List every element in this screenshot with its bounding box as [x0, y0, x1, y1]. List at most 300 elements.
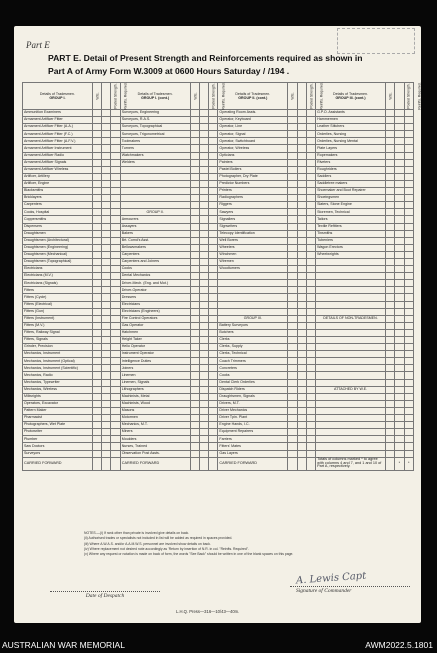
entry-cell[interactable]	[190, 266, 199, 273]
entry-cell[interactable]	[102, 358, 111, 365]
entry-cell[interactable]	[404, 117, 413, 124]
entry-cell[interactable]	[209, 223, 218, 230]
entry-cell[interactable]	[92, 166, 101, 173]
entry-cell[interactable]	[297, 443, 306, 450]
entry-cell[interactable]	[385, 322, 394, 329]
entry-cell[interactable]	[92, 407, 101, 414]
entry-cell[interactable]	[395, 188, 404, 195]
entry-cell[interactable]	[288, 195, 297, 202]
entry-cell[interactable]	[209, 422, 218, 429]
entry-cell[interactable]	[102, 258, 111, 265]
entry-cell[interactable]	[209, 209, 218, 216]
entry-cell[interactable]	[404, 216, 413, 223]
entry-cell[interactable]	[111, 202, 120, 209]
entry-cell[interactable]	[199, 365, 208, 372]
entry-cell[interactable]	[199, 216, 208, 223]
entry-cell[interactable]	[395, 372, 404, 379]
entry-cell[interactable]	[199, 443, 208, 450]
entry-cell[interactable]	[199, 422, 208, 429]
entry-cell[interactable]	[111, 244, 120, 251]
entry-cell[interactable]	[385, 230, 394, 237]
entry-cell[interactable]	[102, 393, 111, 400]
entry-cell[interactable]	[306, 372, 315, 379]
entry-cell[interactable]	[209, 443, 218, 450]
entry-cell[interactable]	[209, 415, 218, 422]
entry-cell[interactable]	[102, 273, 111, 280]
entry-cell[interactable]	[306, 379, 315, 386]
entry-cell[interactable]	[297, 308, 306, 315]
entry-cell[interactable]	[199, 280, 208, 287]
entry-cell[interactable]	[288, 422, 297, 429]
entry-cell[interactable]	[385, 393, 394, 400]
entry-cell[interactable]	[288, 138, 297, 145]
entry-cell[interactable]	[385, 223, 394, 230]
entry-cell[interactable]	[306, 159, 315, 166]
entry-cell[interactable]	[306, 173, 315, 180]
entry-cell[interactable]	[209, 266, 218, 273]
entry-cell[interactable]	[190, 145, 199, 152]
entry-cell[interactable]	[306, 443, 315, 450]
entry-cell[interactable]	[297, 344, 306, 351]
entry-cell[interactable]	[209, 152, 218, 159]
entry-cell[interactable]	[306, 436, 315, 443]
entry-cell[interactable]	[92, 195, 101, 202]
entry-cell[interactable]	[190, 329, 199, 336]
entry-cell[interactable]	[199, 110, 208, 117]
entry-cell[interactable]	[297, 159, 306, 166]
entry-cell[interactable]	[199, 117, 208, 124]
entry-cell[interactable]	[404, 429, 413, 436]
entry-cell[interactable]	[92, 244, 101, 251]
entry-cell[interactable]	[199, 372, 208, 379]
entry-cell[interactable]	[306, 273, 315, 280]
entry-cell[interactable]	[92, 258, 101, 265]
entry-cell[interactable]	[190, 294, 199, 301]
entry-cell[interactable]	[404, 287, 413, 294]
entry-cell[interactable]	[190, 202, 199, 209]
entry-cell[interactable]	[404, 124, 413, 131]
entry-cell[interactable]	[385, 180, 394, 187]
entry-cell[interactable]	[288, 358, 297, 365]
entry-cell[interactable]	[92, 202, 101, 209]
entry-cell[interactable]	[102, 457, 111, 470]
entry-cell[interactable]	[288, 159, 297, 166]
entry-cell[interactable]	[395, 117, 404, 124]
entry-cell[interactable]	[102, 301, 111, 308]
entry-cell[interactable]	[297, 188, 306, 195]
entry-cell[interactable]	[395, 230, 404, 237]
entry-cell[interactable]	[199, 273, 208, 280]
entry-cell[interactable]	[306, 337, 315, 344]
entry-cell[interactable]	[111, 351, 120, 358]
entry-cell[interactable]	[385, 351, 394, 358]
entry-cell[interactable]	[297, 180, 306, 187]
entry-cell[interactable]	[102, 386, 111, 393]
entry-cell[interactable]	[306, 422, 315, 429]
entry-cell[interactable]	[395, 258, 404, 265]
entry-cell[interactable]	[395, 351, 404, 358]
entry-cell[interactable]	[306, 244, 315, 251]
entry-cell[interactable]	[288, 308, 297, 315]
entry-cell[interactable]	[190, 166, 199, 173]
entry-cell[interactable]	[190, 195, 199, 202]
entry-cell[interactable]	[306, 450, 315, 457]
entry-cell[interactable]	[190, 443, 199, 450]
entry-cell[interactable]	[297, 287, 306, 294]
entry-cell[interactable]	[111, 436, 120, 443]
entry-cell[interactable]	[190, 117, 199, 124]
entry-cell[interactable]	[111, 280, 120, 287]
entry-cell[interactable]	[404, 251, 413, 258]
entry-cell[interactable]	[92, 117, 101, 124]
entry-cell[interactable]	[395, 301, 404, 308]
entry-cell[interactable]	[199, 329, 208, 336]
entry-cell[interactable]	[288, 131, 297, 138]
entry-cell[interactable]	[190, 400, 199, 407]
entry-cell[interactable]	[404, 244, 413, 251]
entry-cell[interactable]	[102, 237, 111, 244]
entry-cell[interactable]	[288, 351, 297, 358]
entry-cell[interactable]	[209, 166, 218, 173]
entry-cell[interactable]	[404, 237, 413, 244]
entry-cell[interactable]	[199, 436, 208, 443]
totals-mark[interactable]: *	[395, 457, 404, 470]
entry-cell[interactable]	[395, 322, 404, 329]
entry-cell[interactable]	[111, 131, 120, 138]
entry-cell[interactable]	[92, 223, 101, 230]
entry-cell[interactable]	[92, 322, 101, 329]
entry-cell[interactable]	[111, 216, 120, 223]
entry-cell[interactable]	[92, 280, 101, 287]
entry-cell[interactable]	[102, 308, 111, 315]
entry-cell[interactable]	[288, 237, 297, 244]
entry-cell[interactable]	[385, 244, 394, 251]
entry-cell[interactable]	[404, 280, 413, 287]
entry-cell[interactable]	[385, 344, 394, 351]
entry-cell[interactable]	[404, 358, 413, 365]
entry-cell[interactable]	[395, 344, 404, 351]
entry-cell[interactable]	[297, 450, 306, 457]
entry-cell[interactable]	[297, 273, 306, 280]
entry-cell[interactable]	[111, 287, 120, 294]
entry-cell[interactable]	[111, 117, 120, 124]
entry-cell[interactable]	[297, 351, 306, 358]
entry-cell[interactable]	[385, 436, 394, 443]
entry-cell[interactable]	[395, 131, 404, 138]
entry-cell[interactable]	[395, 365, 404, 372]
entry-cell[interactable]	[111, 237, 120, 244]
entry-cell[interactable]	[199, 287, 208, 294]
entry-cell[interactable]	[209, 173, 218, 180]
entry-cell[interactable]	[199, 188, 208, 195]
entry-cell[interactable]	[288, 145, 297, 152]
entry-cell[interactable]	[111, 195, 120, 202]
entry-cell[interactable]	[111, 457, 120, 470]
entry-cell[interactable]	[306, 393, 315, 400]
entry-cell[interactable]	[209, 145, 218, 152]
entry-cell[interactable]	[102, 436, 111, 443]
entry-cell[interactable]	[385, 386, 394, 393]
entry-cell[interactable]	[395, 443, 404, 450]
entry-cell[interactable]	[190, 429, 199, 436]
entry-cell[interactable]	[404, 337, 413, 344]
entry-cell[interactable]	[297, 230, 306, 237]
entry-cell[interactable]	[306, 209, 315, 216]
entry-cell[interactable]	[297, 138, 306, 145]
entry-cell[interactable]	[92, 379, 101, 386]
entry-cell[interactable]	[404, 131, 413, 138]
entry-cell[interactable]	[288, 244, 297, 251]
entry-cell[interactable]	[209, 457, 218, 470]
entry-cell[interactable]	[102, 110, 111, 117]
entry-cell[interactable]	[395, 152, 404, 159]
entry-cell[interactable]	[199, 251, 208, 258]
entry-cell[interactable]	[102, 159, 111, 166]
entry-cell[interactable]	[306, 308, 315, 315]
entry-cell[interactable]	[199, 173, 208, 180]
entry-cell[interactable]	[395, 287, 404, 294]
entry-cell[interactable]	[102, 280, 111, 287]
entry-cell[interactable]	[395, 251, 404, 258]
entry-cell[interactable]	[297, 365, 306, 372]
entry-cell[interactable]	[404, 301, 413, 308]
entry-cell[interactable]	[288, 407, 297, 414]
entry-cell[interactable]	[404, 322, 413, 329]
entry-cell[interactable]	[297, 195, 306, 202]
entry-cell[interactable]	[209, 407, 218, 414]
entry-cell[interactable]	[209, 237, 218, 244]
entry-cell[interactable]	[111, 223, 120, 230]
entry-cell[interactable]	[111, 322, 120, 329]
entry-cell[interactable]	[199, 429, 208, 436]
entry-cell[interactable]	[190, 258, 199, 265]
entry-cell[interactable]	[297, 372, 306, 379]
entry-cell[interactable]	[404, 450, 413, 457]
entry-cell[interactable]	[190, 450, 199, 457]
entry-cell[interactable]	[209, 450, 218, 457]
entry-cell[interactable]	[190, 244, 199, 251]
entry-cell[interactable]	[111, 415, 120, 422]
entry-cell[interactable]	[92, 287, 101, 294]
entry-cell[interactable]	[102, 209, 111, 216]
entry-cell[interactable]	[404, 400, 413, 407]
entry-cell[interactable]	[404, 209, 413, 216]
entry-cell[interactable]	[385, 287, 394, 294]
entry-cell[interactable]	[190, 273, 199, 280]
entry-cell[interactable]	[404, 166, 413, 173]
entry-cell[interactable]	[111, 308, 120, 315]
entry-cell[interactable]	[306, 301, 315, 308]
entry-cell[interactable]	[288, 443, 297, 450]
entry-cell[interactable]	[297, 202, 306, 209]
entry-cell[interactable]	[190, 216, 199, 223]
entry-cell[interactable]	[102, 230, 111, 237]
entry-cell[interactable]	[111, 422, 120, 429]
entry-cell[interactable]	[404, 407, 413, 414]
entry-cell[interactable]	[111, 372, 120, 379]
entry-cell[interactable]	[288, 315, 297, 322]
entry-cell[interactable]	[385, 159, 394, 166]
entry-cell[interactable]	[288, 301, 297, 308]
entry-cell[interactable]	[209, 230, 218, 237]
entry-cell[interactable]	[297, 393, 306, 400]
entry-cell[interactable]	[190, 457, 199, 470]
entry-cell[interactable]	[306, 145, 315, 152]
entry-cell[interactable]	[102, 337, 111, 344]
entry-cell[interactable]	[306, 124, 315, 131]
entry-cell[interactable]	[199, 209, 208, 216]
entry-cell[interactable]	[385, 301, 394, 308]
entry-cell[interactable]	[297, 358, 306, 365]
entry-cell[interactable]	[395, 393, 404, 400]
entry-cell[interactable]	[306, 294, 315, 301]
entry-cell[interactable]	[92, 393, 101, 400]
entry-cell[interactable]	[395, 273, 404, 280]
entry-cell[interactable]	[288, 230, 297, 237]
entry-cell[interactable]	[297, 216, 306, 223]
entry-cell[interactable]	[92, 145, 101, 152]
entry-cell[interactable]	[404, 223, 413, 230]
entry-cell[interactable]	[297, 131, 306, 138]
entry-cell[interactable]	[404, 266, 413, 273]
entry-cell[interactable]	[288, 450, 297, 457]
entry-cell[interactable]	[385, 280, 394, 287]
entry-cell[interactable]	[288, 202, 297, 209]
entry-cell[interactable]	[199, 131, 208, 138]
entry-cell[interactable]	[288, 209, 297, 216]
entry-cell[interactable]	[92, 131, 101, 138]
entry-cell[interactable]	[111, 329, 120, 336]
entry-cell[interactable]	[209, 159, 218, 166]
entry-cell[interactable]	[209, 216, 218, 223]
entry-cell[interactable]	[92, 443, 101, 450]
entry-cell[interactable]	[111, 450, 120, 457]
entry-cell[interactable]	[190, 152, 199, 159]
entry-cell[interactable]	[190, 393, 199, 400]
entry-cell[interactable]	[395, 166, 404, 173]
entry-cell[interactable]	[92, 209, 101, 216]
entry-cell[interactable]	[395, 400, 404, 407]
entry-cell[interactable]	[190, 188, 199, 195]
entry-cell[interactable]	[111, 358, 120, 365]
entry-cell[interactable]	[209, 195, 218, 202]
entry-cell[interactable]	[199, 230, 208, 237]
entry-cell[interactable]	[288, 287, 297, 294]
entry-cell[interactable]	[297, 407, 306, 414]
entry-cell[interactable]	[395, 216, 404, 223]
entry-cell[interactable]	[111, 209, 120, 216]
entry-cell[interactable]	[306, 287, 315, 294]
entry-cell[interactable]	[199, 415, 208, 422]
entry-cell[interactable]	[209, 429, 218, 436]
entry-cell[interactable]	[190, 301, 199, 308]
entry-cell[interactable]	[297, 301, 306, 308]
entry-cell[interactable]	[385, 216, 394, 223]
entry-cell[interactable]	[209, 180, 218, 187]
entry-cell[interactable]	[288, 386, 297, 393]
entry-cell[interactable]	[102, 166, 111, 173]
entry-cell[interactable]	[404, 365, 413, 372]
entry-cell[interactable]	[190, 358, 199, 365]
entry-cell[interactable]	[199, 457, 208, 470]
entry-cell[interactable]	[92, 230, 101, 237]
entry-cell[interactable]	[199, 294, 208, 301]
entry-cell[interactable]	[288, 365, 297, 372]
entry-cell[interactable]	[395, 124, 404, 131]
entry-cell[interactable]	[190, 124, 199, 131]
entry-cell[interactable]	[102, 429, 111, 436]
entry-cell[interactable]	[111, 344, 120, 351]
entry-cell[interactable]	[111, 159, 120, 166]
entry-cell[interactable]	[385, 266, 394, 273]
entry-cell[interactable]	[306, 237, 315, 244]
entry-cell[interactable]	[111, 407, 120, 414]
entry-cell[interactable]	[92, 266, 101, 273]
entry-cell[interactable]	[395, 173, 404, 180]
entry-cell[interactable]	[404, 436, 413, 443]
entry-cell[interactable]	[102, 244, 111, 251]
entry-cell[interactable]	[190, 237, 199, 244]
entry-cell[interactable]	[92, 294, 101, 301]
entry-cell[interactable]	[190, 180, 199, 187]
entry-cell[interactable]	[404, 443, 413, 450]
entry-cell[interactable]	[199, 237, 208, 244]
entry-cell[interactable]	[199, 308, 208, 315]
entry-cell[interactable]	[92, 273, 101, 280]
entry-cell[interactable]	[111, 393, 120, 400]
entry-cell[interactable]	[190, 138, 199, 145]
entry-cell[interactable]	[306, 365, 315, 372]
entry-cell[interactable]	[297, 386, 306, 393]
entry-cell[interactable]	[306, 457, 315, 470]
entry-cell[interactable]	[404, 230, 413, 237]
entry-cell[interactable]	[306, 429, 315, 436]
entry-cell[interactable]	[297, 329, 306, 336]
entry-cell[interactable]	[92, 173, 101, 180]
entry-cell[interactable]	[92, 301, 101, 308]
entry-cell[interactable]	[209, 308, 218, 315]
entry-cell[interactable]	[190, 422, 199, 429]
entry-cell[interactable]	[102, 400, 111, 407]
entry-cell[interactable]	[92, 436, 101, 443]
entry-cell[interactable]	[385, 188, 394, 195]
entry-cell[interactable]	[297, 223, 306, 230]
entry-cell[interactable]	[288, 124, 297, 131]
entry-cell[interactable]	[102, 344, 111, 351]
entry-cell[interactable]	[92, 400, 101, 407]
entry-cell[interactable]	[209, 329, 218, 336]
entry-cell[interactable]	[92, 344, 101, 351]
entry-cell[interactable]	[395, 266, 404, 273]
entry-cell[interactable]	[92, 372, 101, 379]
entry-cell[interactable]	[209, 344, 218, 351]
entry-cell[interactable]	[102, 443, 111, 450]
entry-cell[interactable]	[297, 237, 306, 244]
entry-cell[interactable]	[385, 315, 394, 322]
entry-cell[interactable]	[102, 450, 111, 457]
entry-cell[interactable]	[306, 344, 315, 351]
entry-cell[interactable]	[209, 351, 218, 358]
entry-cell[interactable]	[288, 251, 297, 258]
entry-cell[interactable]	[102, 202, 111, 209]
entry-cell[interactable]	[395, 138, 404, 145]
entry-cell[interactable]	[395, 145, 404, 152]
entry-cell[interactable]	[209, 258, 218, 265]
entry-cell[interactable]	[306, 117, 315, 124]
entry-cell[interactable]	[306, 180, 315, 187]
entry-cell[interactable]	[288, 166, 297, 173]
entry-cell[interactable]	[297, 457, 306, 470]
